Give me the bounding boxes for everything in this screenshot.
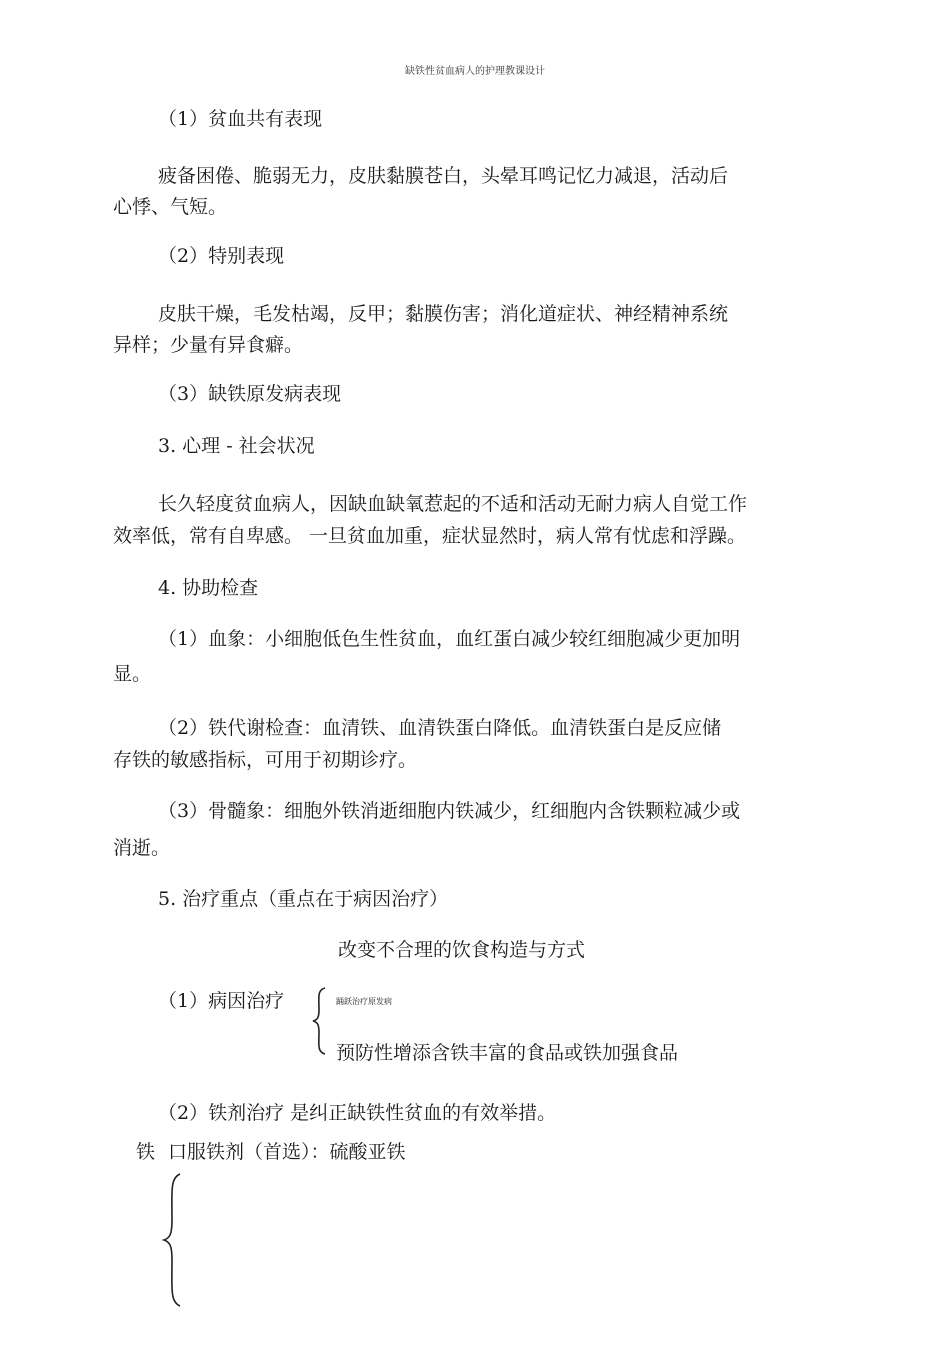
treatment-cause-label: （1）病因治疗 <box>158 990 285 1012</box>
treatment-cause-small: 踊跃治疗原发病 <box>336 997 392 1006</box>
paragraph-line: 效率低，常有自卑感。 一旦贫血加重，症状显然时，病人常有忧虑和浮躁。 <box>113 525 747 547</box>
oral-iron-line: 口服铁剂（首选）：硫酸亚铁 <box>168 1141 406 1163</box>
paragraph-line: 疲备困倦、脆弱无力，皮肤黏膜苍白，头晕耳鸣记忆力减退，活动后 <box>158 165 729 187</box>
section-title-special-symptoms: （2）特别表现 <box>158 245 285 267</box>
paragraph-line: 心悸、气短。 <box>113 196 228 218</box>
treatment-prevention-line: 预防性增添含铁丰富的食品或铁加强食品 <box>336 1042 679 1064</box>
heading-treatment: 5. 治疗重点（重点在于病因治疗） <box>158 888 449 910</box>
paragraph-line: 皮肤干燥，毛发枯竭，反甲；黏膜伤害；消化道症状、神经精神系统 <box>158 303 729 325</box>
left-brace-icon <box>311 986 331 1056</box>
paragraph-line: 显。 <box>113 663 152 685</box>
paragraph-line: （2）铁代谢检查：血清铁、血清铁蛋白降低。血清铁蛋白是反应储 <box>158 717 722 739</box>
section-title-common-symptoms: （1）贫血共有表现 <box>158 108 323 130</box>
paragraph-line: 消逝。 <box>113 837 171 859</box>
left-brace-icon <box>162 1172 186 1308</box>
paragraph-line: 异样；少量有异食癖。 <box>113 334 304 356</box>
heading-psychosocial: 3. 心理 - 社会状况 <box>158 435 315 457</box>
section-title-primary-disease: （3）缺铁原发病表现 <box>158 383 342 405</box>
paragraph-line: 长久轻度贫血病人，因缺血缺氧惹起的不适和活动无耐力病人自觉工作 <box>158 493 748 515</box>
paragraph-line: （1）血象：小细胞低色生性贫血，血红蛋白减少较红细胞减少更加明 <box>158 628 741 650</box>
treatment-iron-line: （2）铁剂治疗 是纠正缺铁性贫血的有效举措。 <box>158 1102 557 1124</box>
paragraph-line: 存铁的敏感指标，可用于初期诊疗。 <box>113 749 418 771</box>
treatment-diet-line: 改变不合理的饮食构造与方式 <box>338 939 586 961</box>
paragraph-line: （3）骨髓象：细胞外铁消逝细胞内铁减少，红细胞内含铁颗粒减少或 <box>158 800 741 822</box>
page-header: 缺铁性贫血病人的护理教课设计 <box>405 66 545 77</box>
heading-auxiliary-exam: 4. 协助检查 <box>158 577 259 599</box>
iron-label: 铁 <box>136 1141 156 1163</box>
